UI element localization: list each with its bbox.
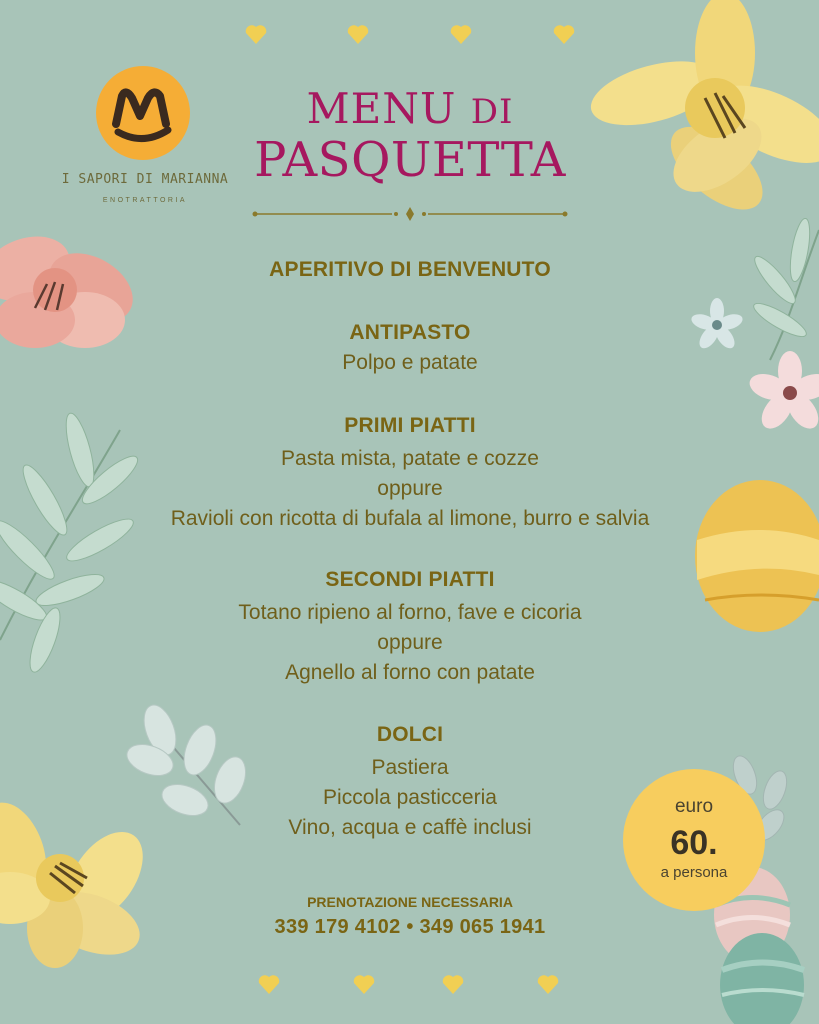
title-line-2: PASQUETTA (254, 132, 566, 188)
brand-subtitle: ENOTRATTORIA (102, 197, 188, 204)
price-per: a persona (660, 864, 728, 881)
primi-section (110, 414, 710, 534)
hearts-top (0, 20, 819, 50)
menu-item-oppure: oppure (377, 631, 443, 654)
secondi-section (110, 568, 710, 688)
heart-icon (348, 25, 369, 44)
menu-item: Ravioli con ricotta di bufala al limone, burro e salvia (170, 507, 650, 530)
small-pink-flower-icon (746, 351, 819, 434)
antipasto-section (110, 321, 710, 375)
secondi-title: SECONDI PIATTI (325, 568, 495, 591)
menu-item: Pasta mista, patate e cozze (281, 447, 539, 470)
logo-m-icon (96, 66, 190, 160)
logo (96, 66, 190, 160)
hearts-bottom (0, 970, 819, 1000)
leaf-branch-right-icon (750, 217, 819, 360)
brand-name: I SAPORI DI MARIANNA (61, 172, 229, 187)
heart-icon (554, 25, 575, 44)
antipasto-title: ANTIPASTO (349, 321, 471, 344)
menu-item: Pastiera (371, 756, 449, 779)
title-line-1 (240, 84, 580, 133)
heart-icon (443, 975, 464, 994)
menu-item: Totano ripieno al forno, fave e cicoria (238, 601, 582, 624)
heart-icon (354, 975, 375, 994)
menu-item: Agnello al forno con patate (285, 661, 535, 684)
heart-icon (246, 25, 267, 44)
title-word-menu: MENU (306, 84, 457, 133)
title-word-di: DI (470, 92, 514, 132)
heart-icon (538, 975, 559, 994)
menu-item-oppure: oppure (377, 477, 443, 500)
golden-egg-icon (695, 480, 819, 632)
price-currency: euro (674, 796, 714, 817)
heart-icon (259, 975, 280, 994)
price-badge (623, 769, 765, 911)
aperitivo-section (110, 258, 710, 282)
menu-item: Piccola pasticceria (323, 786, 497, 809)
booking-section (110, 894, 710, 939)
heart-icon (451, 25, 472, 44)
primi-title: PRIMI PIATTI (344, 414, 476, 437)
dolci-title: DOLCI (376, 723, 444, 746)
phone-numbers: 339 179 4102 • 349 065 1941 (274, 916, 546, 938)
title-divider (252, 206, 568, 222)
dolci-section (110, 723, 710, 843)
price-amount: 60. (670, 824, 718, 862)
booking-label: PRENOTAZIONE NECESSARIA (307, 894, 513, 910)
aperitivo-title: APERITIVO DI BENVENUTO (269, 258, 551, 281)
menu-item: Vino, acqua e caffè inclusi (288, 816, 532, 839)
menu-item: Polpo e patate (342, 351, 478, 374)
